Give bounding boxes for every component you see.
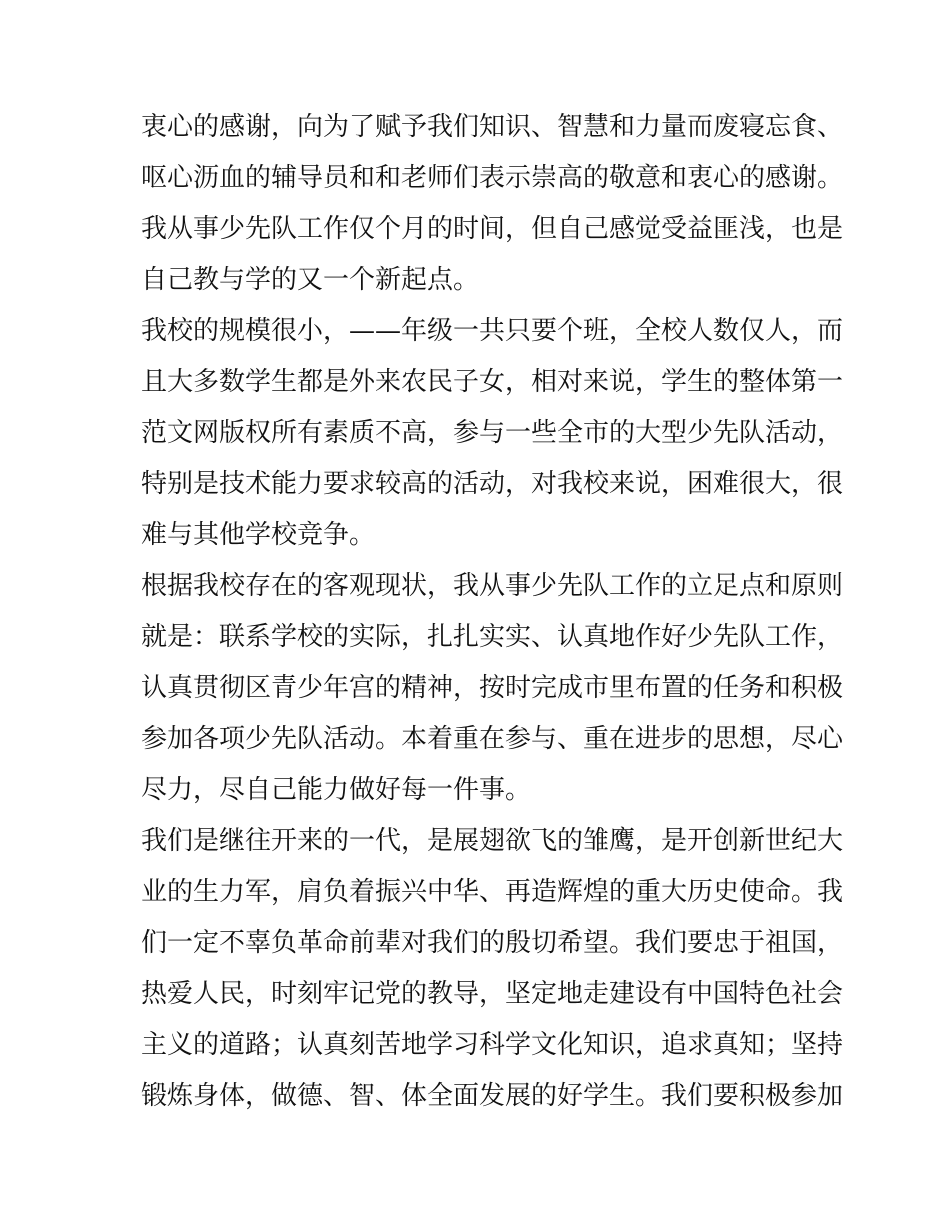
text-line: 根据我校存在的客观现状，我从事少先队工作的立足点和原则 <box>141 571 844 601</box>
text-line: 我们是继往开来的一代，是展翅欲飞的雏鹰，是开创新世纪大 <box>141 826 844 856</box>
text-line: 们一定不辜负革命前辈对我们的殷切希望。我们要忠于祖国， <box>141 928 844 958</box>
text-line: 特别是技术能力要求较高的活动，对我校来说，困难很大，很 <box>141 469 844 499</box>
text-line: 锻炼身体，做德、智、体全面发展的好学生。我们要积极参加 <box>141 1081 844 1111</box>
text-line: 尽力，尽自己能力做好每一件事。 <box>141 775 532 805</box>
text-line: 就是：联系学校的实际，扎扎实实、认真地作好少先队工作， <box>141 622 844 652</box>
text-line: 难与其他学校竞争。 <box>141 520 376 550</box>
text-line: 范文网版权所有素质不高，参与一些全市的大型少先队活动， <box>141 418 844 448</box>
text-line: 且大多数学生都是外来农民子女，相对来说，学生的整体第一 <box>141 367 844 397</box>
text-line: 自己教与学的又一个新起点。 <box>141 265 480 295</box>
text-line: 业的生力军，肩负着振兴中华、再造辉煌的重大历史使命。我 <box>141 877 844 907</box>
text-line: 参加各项少先队活动。本着重在参与、重在进步的思想，尽心 <box>141 724 844 754</box>
text-line: 呕心沥血的辅导员和和老师们表示崇高的敬意和衷心的感谢。 <box>141 163 844 193</box>
text-line: 我从事少先队工作仅个月的时间，但自己感觉受益匪浅，也是 <box>141 214 844 244</box>
text-line: 我校的规模很小，——年级一共只要个班，全校人数仅人，而 <box>141 316 844 346</box>
text-line: 主义的道路；认真刻苦地学习科学文化知识，追求真知；坚持 <box>141 1030 844 1060</box>
document-body <box>141 102 844 1122</box>
text-line: 衷心的感谢，向为了赋予我们知识、智慧和力量而废寝忘食、 <box>141 112 844 142</box>
text-line: 热爱人民，时刻牢记党的教导，坚定地走建设有中国特色社会 <box>141 979 844 1009</box>
text-line: 认真贯彻区青少年宫的精神，按时完成市里布置的任务和积极 <box>141 673 844 703</box>
